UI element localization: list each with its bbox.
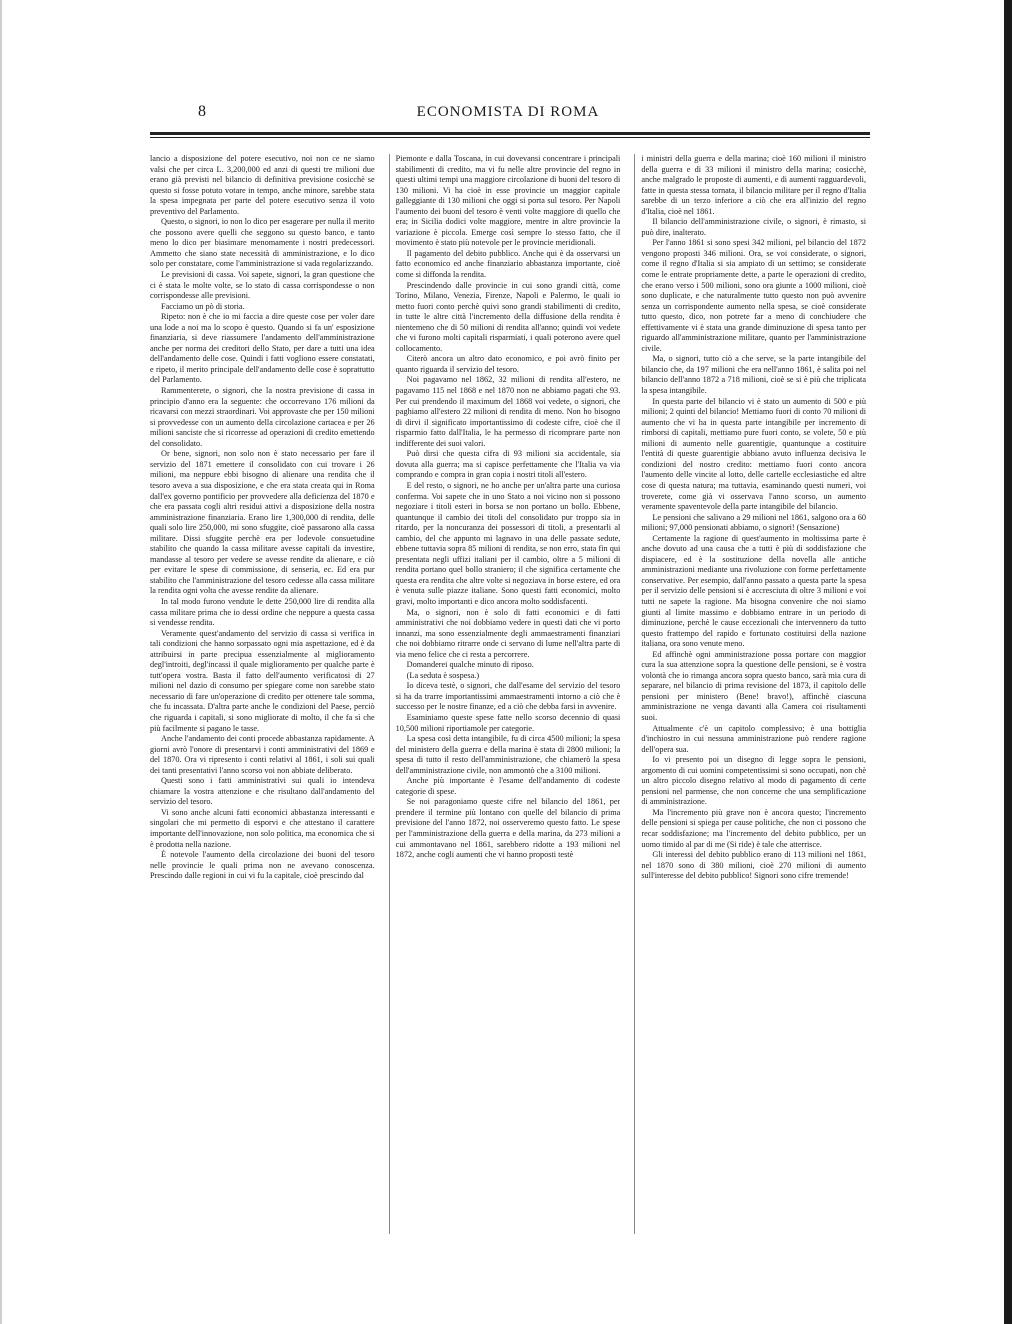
paragraph: E del resto, o signori, ne ho anche per un'altra parte una curiosa conferma. Voi sapete che in uno Stato a noi vicino non si possono negoziare i titoli esteri in borsa se non portano un bollo. Ebbene, quantunque il cambio dei titoli del consolidato pur troppo sia in ritardo, per la noncuranza dei possessori di titoli, a presentarli al cambio, del che appunto mi lagnavo in una delle passate sedute, ebbene tuttavia sopra 85 milioni di rendita, se non erro, stata fin qui presentata negli uffizi italiani per il cambio, oltre a 5 milioni di rendita portano quel bollo straniero; il che significa certamente che questa era rendita che altre volte si negoziava in borse estere, ed ora è venuta sulle piazze italiane. Sono questi fatti economici, molto gravi, molto importanti e dico ancora molto soddisfacenti.: [395, 480, 621, 606]
paragraph: In questa parte del bilancio vi è stato un aumento di 500 e più milioni; 2 quinti del bilancio! Mettiamo fuori di conto 70 milioni di aumento che vi ha in questa parte intangibile per incremento di rimborsi di capitali, mettiamo pure fuori conto, se volete, 50 e più milioni di aumento nelle guarentigie, quantunque a costituire l'entità di queste guarentigie abbiano avuto influenza decisiva le condizioni del nostro credito: mettiamo fuori conto ancora l'aumento delle vincite al lotto, delle cartelle ecclesiastiche ed altre cose di questa natura; ma tuttavia, esaminando questi numeri, voi troverete, come già vi osservava l'anno scorso, un aumento veramente spaventevole della parte intangibile del bilancio.: [641, 396, 867, 512]
paragraph: Per l'anno 1861 si sono spesi 342 milioni, pel bilancio del 1872 vengono proposti 346 milioni. Ora, se voi considerate, o signori, come il regno d'Italia si sia ampiato di un settimo; se considerate come le entrate propriamente dette, a parte le operazioni di credito, che erano verso i 500 milioni, sono ora giunte a 1000 milioni, cioè sono duplicate, e che naturalmente tutto questo non può avvenire senza un corrispondente aumento nella spesa, se cioè considerate tutto questo, dico, non potrete far a meno di conchiudere che effettivamente vi è stata una grande diminuzione di spesa tanto per riguardo all'amministrazione militare, quanto per l'amministrazione civile.: [641, 238, 867, 353]
paragraph: Questo, o signori, io non lo dico per esagerare per nulla il merito che possono avere quelli che seggono su questo banco, e tanto meno lo dico per biasimare menomamente i nostri predecessori. Ammetto che siano state necessità di amministrazione, e lo dico solo per constatare, come l'amministrazione si vada regolarizzando.: [150, 217, 375, 269]
column-2: [389, 154, 621, 1234]
paragraph: Ma, o signori, tutto ciò a che serve, se la parte intangibile del bilancio che, da 197 milioni che era nell'anno 1861, è salita poi nel bilancio dell'anno 1872 a 718 milioni, cioè se si è più che triplicata la spesa intangibile.: [641, 354, 867, 396]
paragraph: Se noi paragoniamo queste cifre nel bilancio del 1861, per prendere il termine più lontano con quelle del bilancio di prima previsione del l'anno 1872, noi osserveremo questo fatto. Le spese per l'amministrazione della guerra e della marina, da 273 milioni a cui ammontavano nel 1861, sarebbero ridotte a 193 milioni nel 1872, anche cogli aumenti che vi hanno proposti testè: [395, 797, 621, 860]
paragraph: i ministri della guerra e della marina; cioè 160 milioni il ministro della guerra e di 33 milioni il ministro della marina; cosicchè, anche malgrado le proposte di aumenti, e di aumenti ragguardevoli, fatte in questa stessa tornata, il bilancio militare per il regno d'Italia sarebbe di un terzo inferiore a ciò che era all'inizio del regno d'Italia, cioè nel 1861.: [641, 154, 867, 216]
paragraph: Questi sono i fatti amministrativi sui quali io intendeva chiamare la vostra attenzione e che risultano dall'andamento del servizio del tesoro.: [150, 776, 375, 807]
page-number: 8: [198, 103, 206, 120]
paragraph: Ma, o signori, non è solo di fatti economici e di fatti amministrativi che noi dobbiamo vedere in questi dati che vi porto innanzi, ma sono essenzialmente degli ammaestramenti finanziari che noi dobbiamo ritrarre onde ci servano di lume nell'altra parte di via meno felice che ci resta a percorrere.: [395, 607, 621, 659]
column-3: [634, 154, 866, 1234]
paragraph: Gli interessi del debito pubblico erano di 113 milioni nel 1861, nel 1870 sono di 380 milioni, cioè 270 milioni di aumento sull'interesse del debito pubblico! Signori sono cifre tremende!: [641, 850, 867, 881]
paragraph: Io vi presento poi un disegno di legge sopra le pensioni, argomento di cui uomini competentissimi si sono occupati, non chè un altro piccolo disegno relativo al modo di pagamento di certe pensioni nel parmense, che non concerne che una semplificazione di amministrazione.: [641, 755, 867, 807]
paragraph: Veramente quest'andamento del servizio di cassa si verifica in tali condizioni che hanno sorpassato ogni mia aspettazione, ed è da attribuirsi in parte precipua essenzialmente al miglioramento degl'introiti, degl'incassi il quale miglioramento per qualche parte è tutt'opera vostra. Basta il fatto dell'aumento verificatosi di 27 milioni nel dazio di consumo per spiegare come non sarebbe stato necessario di fare un'operazione di credito per ottenere tale somma, che fu incassata. D'altra parte anche le condizioni del Paese, perciò che riguarda i capitali, si sono migliorate di molto, il che fa sì che più facilmente si pagano le tasse.: [150, 628, 375, 733]
paragraph: Certamente la ragione di quest'aumento in moltissima parte è anche dovuto ad una causa che a tutti è più di soddisfazione che dispiacere, ed è la sostituzione della novella alle antiche amministrazioni mediante una rivoluzione con forme perfettamente conservative. Per esempio, dall'anno passato a questa parte la spesa per il servizio delle pensioni si è accresciuta di oltre 3 milioni e voi tutti ne sapete la ragione. Ma bisogna convenire che noi siamo giunti al limite massimo e dobbiamo entrare in un periodo di diminuzione, perchè le cause eccezionali che intervennero da tutto questo frattempo del rapido e fortunato costituirsi della nazione italiana, ora sono venute meno.: [641, 533, 867, 649]
paragraph: Anche più importante è l'esame dell'andamento di codeste categorie di spese.: [395, 776, 621, 796]
scan-edge-left: [0, 0, 2, 1324]
paragraph: lancio a disposizione del potere esecutivo, noi non ce ne siamo valsi che per circa L. 3,200,000 ed anzi di questi tre milioni due erano già previsti nel bilancio di definitiva previsione cosicchè se questo si fosse potuto votare in tempo, anche minore, sarebbe stata la spesa impegnata per parte del potere esecutivo senza il voto preventivo del Parlamento.: [150, 154, 375, 216]
paragraph: Attualmente c'è un capitolo complessivo; è una bottiglia d'inchiostro in cui nessuna amministrazione può rendere ragione dell'opera sua.: [641, 723, 867, 754]
paragraph: Prescindendo dalle provincie in cui sono grandi città, come Torino, Milano, Venezia, Firenze, Napoli e Palermo, le quali io metto fuori conto perchè quivi sono grandi stabilimenti di credito, in tutte le altre città l'incremento della diffusione della rendita è nientemeno che di 50 milioni di rendita all'anno; quindi voi vedete che vi furono molti capitali risparmiati, i quali poterono avere quel collocamento.: [395, 280, 621, 353]
scan-edge-right: [1004, 0, 1012, 1324]
paragraph: Il pagamento del debito pubblico. Anche qui è da osservarsi un fatto economico ed anche finanziario abbastanza importante, cioè come si diffonda la rendita.: [395, 248, 621, 280]
header-rule-thick: [150, 132, 870, 135]
paragraph: Esaminiamo queste spese fatte nello scorso decennio di quasi 10,500 milioni riportiamole per categorie.: [395, 712, 621, 733]
paragraph: È notevole l'aumento della circolazione dei buoni del tesoro nelle provincie le quali prima non ne avevano conoscenza. Prescindo dalle regioni in cui vi fu la capitale, cioè prescindo dal: [150, 850, 375, 881]
paragraph: Domanderei qualche minuto di riposo.: [406, 660, 534, 670]
paragraph: Ma l'incremento più grave non è ancora questo; l'incremento delle pensioni si spiega per cause politiche, che non ci possono che recar soddisfazione; ma l'incremento del debito pubblico, per un uomo timido al par di me (Si ride) è tale che atterrisce.: [641, 807, 867, 849]
paragraph: Le previsioni di cassa. Voi sapete, signori, la gran questione che ci è stata le molte volte, se lo stato di cassa corrispondesse o non corrispondesse alle previsioni.: [150, 270, 375, 301]
paragraph: Ripeto: non è che io mi faccia a dire queste cose per voler dare una lode a noi ma lo scopo è questo. Quando si fa un' esposizione finanziaria, si deve riassumere l'andamento dell'amministrazione anche per norma dei creditori dello Stato, per dare a tutti una idea dell'andamento delle cose. Quindi i fatti vogliono essere constatati, e ripeto, il merito principale dell'andamento delle cose è soprattutto del Parlamento.: [150, 312, 375, 385]
page-header: [150, 101, 866, 125]
running-title: ECONOMISTA DI ROMA: [416, 104, 600, 120]
paragraph: Vi sono anche alcuni fatti economici abbastanza interessanti e singolari che mi permetto di esporvi e che attestano il carattere importante dell'innovazione, non solo politica, ma economica che si è prodotta nella nazione.: [150, 807, 375, 849]
paragraph: (La seduta è sospesa.): [406, 670, 480, 680]
paragraph: Le pensioni che salivano a 29 milioni nel 1861, salgono ora a 60 milioni; 97,000 pensionati abbiamo, o signori! (Sensazione): [641, 512, 867, 533]
paragraph: Citerò ancora un altro dato economico, e poi avrò finito per quanto riguarda il servizio del tesoro.: [395, 354, 621, 374]
paragraph: Io diceva testè, o signori, che dall'esame del servizio del tesoro si ha da trarre importantissimi ammaestramenti intorno a ciò che è successo per le nostre finanze, ed a ciò che debba farsi in avvenire.: [395, 681, 621, 712]
column-1: [150, 154, 375, 1234]
paragraph: Il bilancio dell'amministrazione civile, o signori, è rimasto, si può dire, inalterato.: [641, 217, 867, 237]
paragraph: Rammenterete, o signori, che la nostra previsione di cassa in principio d'anno era la seguente: che occorrevano 176 milioni da ricavarsi con mezzi straordinari. Voi approvaste che per 150 milioni si provvedesse con un aumento della circolazione cartacea e per 26 milioni sanciste che si ricorresse ad operazioni di credito emettendo del consolidato.: [150, 386, 375, 448]
paragraph: Ed affinchè ogni amministrazione possa portare con maggior cura la sua attenzione sopra la questione delle pensioni, se è vostra volontà che io rimanga ancora sopra questo banco, sarà mia cura di separare, nel bilancio di prima revisione del 1873, il capitolo delle pensioni per ministero (Bene! bravo!), affinchè ciascuna amministrazione ne venga davanti alla Camera coi risultamenti suoi.: [641, 649, 867, 722]
paragraph: In tal modo furono vendute le dette 250,000 lire di rendita alla cassa militare prima che io dessi ordine che neppure a questa cassa si vendesse rendita.: [150, 596, 375, 628]
paragraph: Noi pagavamo nel 1862, 32 milioni di rendita all'estero, ne pagavamo 115 nel 1868 e nel 1870 non ne abbiamo pagati che 93. Per cui prendendo il maximum del 1868 voi vedete, o signori, che paghiamo all'estero 22 milioni di rendita di meno. Non ho bisogno di dirvi il significato importantissimo di codeste cifre, cioè che il risparmio fatto dall'Italia, le ha permesso di ricomprare parte non indifferente dei suoi valori.: [395, 375, 621, 448]
paragraph: La spesa così detta intangibile, fu di circa 4500 milioni; la spesa del ministero della guerra e della marina è stata di 2800 milioni; la spesa di tutto il resto dell'amministrazione, che chiamerò la spesa dell'amministrazione civile, non ammontò che a 3100 milioni.: [395, 734, 621, 775]
paragraph: Facciamo un pò di storia.: [161, 301, 245, 311]
paragraph: Piemonte e dalla Toscana, in cui dovevansi concentrare i principali stabilimenti di credito, ma vi fu nelle altre provincie del regno in questi ultimi tempi una maggiore circolazione di buoni del tesoro di 130 milioni. Vi ha cioè in esse provincie un maggior capitale galleggiante di 130 milioni che oggi si porta sul tesoro. Per Napoli l'aumento dei buoni del tesoro è venti volte maggiore di quello che era; in Sicilia dodici volte maggiore, mentre in altre provincie la variazione è piccola. Emerge così sempre lo stesso fatto, che il movimento è stato più notevole per le provincie meridionali.: [395, 154, 621, 248]
paragraph: Può dirsi che questa cifra di 93 milioni sia accidentale, sia dovuta alla guerra; ma si capisce perfettamente che l'Italia va via comprando e compra in gran copia i nostri titoli all'estero.: [395, 449, 621, 480]
paragraph: Anche l'andamento dei conti procede abbastanza rapidamente. A giorni avrò l'onore di presentarvi i conti amministrativi del 1869 e del 1870. Ora vi ripresento i conti relativi al 1861, i soli sui quali dei tanti presentativi l'anno scorso voi non abbiate deliberato.: [150, 734, 375, 775]
paragraph: Or bene, signori, non solo non è stato necessario per fare il servizio del 1871 emettere il consolidato con cui trovare i 26 milioni, ma neppure ebbi bisogno di alienare una rendita che il tesoro aveva a sua disposizione, e che era stata creata qui in Roma dall'ex governo pontificio per provvedere alla deficienza del 1870 e che era passata cogli altri residui attivi a disposizione della nostra amministrazione finanziaria. Erano lire 1,300,000 di rendita, delle quali solo lire 250,000, mi sono sfuggite, cioè passarono alla cassa militare. Dissi sfuggite perchè era per lodevole consuetudine stabilito che quando la cassa militare avesse capitali da investire, mandasse al tesoro per vedere se avesse rendite da alienare, e ciò per evitare le spese di commissione, di senseria, ec. Ed era pur stabilito che l'amministrazione del tesoro cedesse alla cassa militare la rendita ogni volta che avesse rendite da alienare.: [150, 449, 375, 596]
text-columns: [150, 154, 866, 1234]
header-rule-thin: [150, 137, 870, 138]
